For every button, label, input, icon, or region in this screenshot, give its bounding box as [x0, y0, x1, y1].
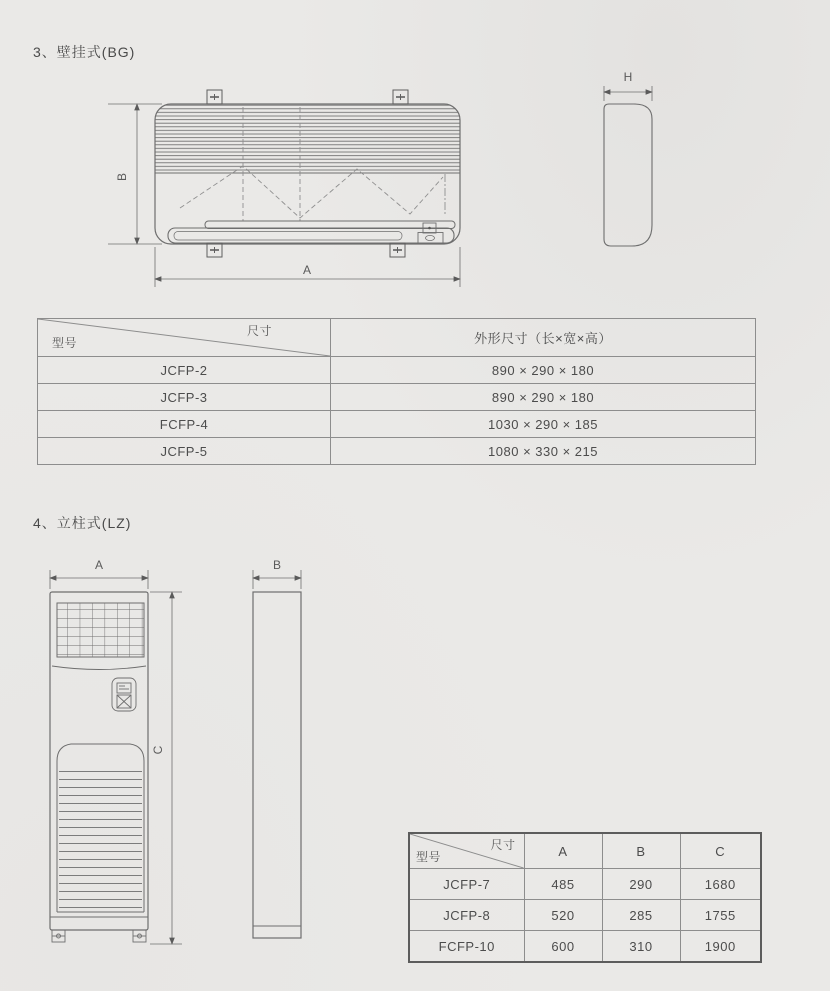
model-cell: JCFP-7 [409, 869, 524, 900]
louver-area [155, 104, 460, 173]
value-cell-a: 600 [524, 931, 602, 963]
mounting-bracket-top-right [393, 90, 408, 104]
model-cell: JCFP-2 [38, 357, 331, 384]
mounting-bracket-top-left [207, 90, 222, 104]
size-cell: 1080 × 330 × 215 [331, 438, 756, 465]
corner-diagonal-line [38, 319, 330, 356]
wall-unit-drawing [100, 65, 670, 305]
table-row [38, 357, 756, 384]
dimension-a [50, 570, 148, 589]
feet [52, 930, 146, 942]
model-cell: JCFP-8 [409, 900, 524, 931]
dimension-label-a: A [302, 263, 312, 277]
value-cell-c: 1680 [680, 869, 761, 900]
dimension-c [150, 592, 182, 944]
table-row [409, 931, 761, 963]
value-cell-a: 520 [524, 900, 602, 931]
wall-dimensions-table [37, 318, 756, 465]
intake-grille [57, 744, 144, 912]
corner-label-size: 尺寸 [490, 838, 516, 852]
value-cell-a: 485 [524, 869, 602, 900]
column-header-b: B [602, 833, 680, 869]
table-corner-header [409, 833, 524, 869]
table-row [38, 384, 756, 411]
panel-curve [52, 666, 146, 670]
model-cell: JCFP-3 [38, 384, 331, 411]
dimension-label-b: B [272, 558, 282, 572]
model-cell: FCFP-4 [38, 411, 331, 438]
side-view-outline [253, 592, 301, 938]
value-cell-c: 1755 [680, 900, 761, 931]
table-corner-header [38, 319, 331, 357]
floor-unit-side-view [253, 592, 301, 938]
size-cell: 890 × 290 × 180 [331, 357, 756, 384]
table-row [409, 900, 761, 931]
column-header-outline-size: 外形尺寸（长×宽×高） [331, 319, 756, 357]
value-cell-b: 310 [602, 931, 680, 963]
column-header-c: C [680, 833, 761, 869]
column-header-a: A [524, 833, 602, 869]
wall-unit-side-view [604, 104, 652, 246]
floor-unit-front-view [50, 592, 148, 942]
air-outlet [168, 221, 455, 244]
dimension-label-h: H [623, 70, 633, 84]
section-heading-wall-mounted: 3、壁挂式(BG) [33, 44, 136, 60]
mounting-bracket-bottom-right [390, 243, 405, 257]
dimension-b [253, 570, 301, 589]
model-cell: JCFP-5 [38, 438, 331, 465]
corner-label-model: 型号 [416, 850, 442, 864]
size-cell: 1030 × 290 × 185 [331, 411, 756, 438]
value-cell-c: 1900 [680, 931, 761, 963]
value-cell-b: 285 [602, 900, 680, 931]
dimension-label-a: A [94, 558, 104, 572]
corner-label-size: 尺寸 [246, 324, 272, 338]
floor-dimensions-table [408, 832, 762, 963]
model-cell: FCFP-10 [409, 931, 524, 963]
dimension-h [604, 86, 652, 101]
table-row [38, 411, 756, 438]
corner-label-model: 型号 [52, 336, 78, 350]
dimension-label-c: C [151, 745, 165, 755]
dimension-label-b: B [115, 172, 129, 182]
table-row [409, 869, 761, 900]
top-outlet-grid [57, 603, 144, 657]
section-heading-floor-standing: 4、立柱式(LZ) [33, 515, 132, 531]
floor-unit-drawing [30, 555, 320, 965]
control-panel [112, 678, 136, 711]
table-row [38, 438, 756, 465]
size-cell: 890 × 290 × 180 [331, 384, 756, 411]
wall-unit-front-view [155, 90, 460, 257]
mounting-bracket-bottom-left [207, 243, 222, 257]
value-cell-b: 290 [602, 869, 680, 900]
